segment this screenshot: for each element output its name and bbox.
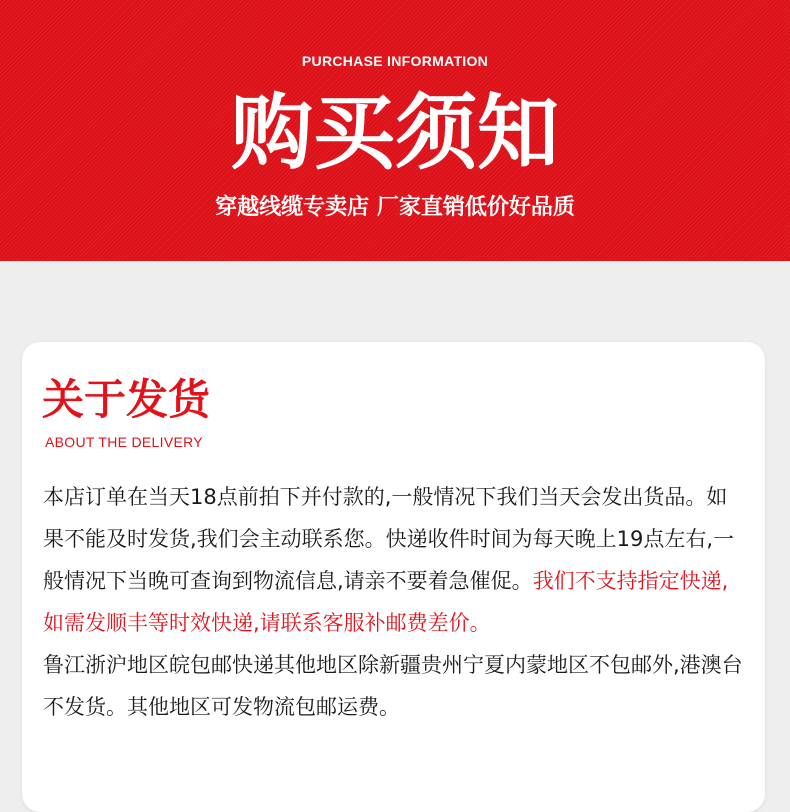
- delivery-paragraph-2: 鲁江浙沪地区皖包邮快递其他地区除新疆贵州宁夏内蒙地区不包邮外,港澳台不发货。其他地区可发物流包邮运费。: [43, 653, 743, 719]
- shipping-time-text: 本店订单在当天18点前拍下并付款的,一般情况下我们当天会发出货品。如果不能及时发货,我们会主动联系您。快递收件时间为每天晚上19点左右,一般情况下当晚可查询到物流信息,请亲不要着急催促。: [43, 485, 735, 593]
- banner-subtitle-en: PURCHASE INFORMATION: [301, 53, 489, 69]
- section-subtitle-en: ABOUT THE DELIVERY: [45, 434, 203, 450]
- banner-tagline: 穿越线缆专卖店 厂家直销低价好品质: [215, 195, 575, 220]
- header-banner: [0, 0, 790, 261]
- delivery-policy-text: [43, 476, 748, 728]
- banner-title: 购买须知: [230, 86, 559, 181]
- section-title: 关于发货: [42, 375, 211, 424]
- delivery-info-card: [22, 342, 765, 812]
- courier-notice-highlight: 我们不支持指定快递,如需发顺丰等时效快递,请联系客服补邮费差价。: [43, 569, 729, 635]
- delivery-paragraph-1: [43, 476, 748, 644]
